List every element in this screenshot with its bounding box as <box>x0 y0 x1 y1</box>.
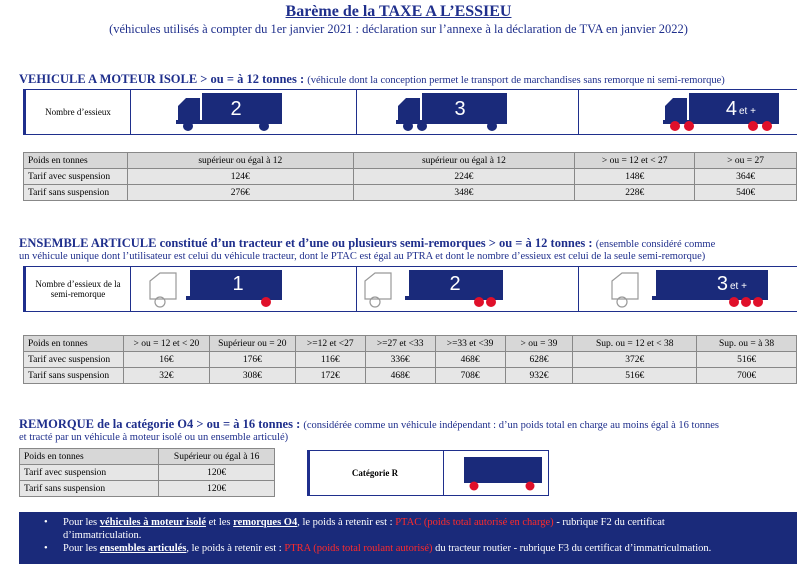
truck-2-axles-icon <box>174 92 284 132</box>
row-label: Tarif avec suspension <box>24 352 124 368</box>
table-cell: Supérieur ou égal à 16 <box>159 449 275 465</box>
axle-count-3: 3 <box>454 98 466 120</box>
truck-3-axles-icon <box>394 92 509 132</box>
semi-axle-count-3: 3 <box>716 273 728 295</box>
table-cell: > ou = 27 <box>695 153 797 169</box>
section1-note: (véhicule dont la conception permet le transport de marchandises sans remorque ni semi-remorque) <box>307 75 725 86</box>
section3-heading-text: REMORQUE de la catégorie O4 > ou = à 16 tonnes : <box>19 417 301 431</box>
table-cell: 276€ <box>127 185 353 201</box>
section2-heading <box>19 236 715 251</box>
section2-note: (ensemble considéré comme <box>595 239 716 250</box>
text: , le poids à retenir est : <box>297 517 396 528</box>
table-cell: 172€ <box>295 368 365 384</box>
table-cell: Sup. ou = 12 et < 38 <box>573 336 697 352</box>
row-label: Tarif sans suspension <box>20 481 159 497</box>
section2-axle-panel <box>23 266 797 312</box>
table-cell: 120€ <box>159 481 275 497</box>
section1-heading-text: VEHICULE A MOTEUR ISOLE > ou = à 12 tonnes : <box>19 72 305 86</box>
table-row <box>20 481 275 497</box>
text: , le poids à retenir est : <box>186 543 285 554</box>
divider <box>443 451 444 495</box>
table-cell: 308€ <box>209 368 295 384</box>
table-cell: 540€ <box>695 185 797 201</box>
category-r-panel <box>307 450 549 496</box>
table-cell: Sup. ou = à 38 <box>697 336 797 352</box>
section2-heading-text: ENSEMBLE ARTICULE constitué d’un tracteur et d’une ou plusieurs semi-remorques > ou = à 12 tonnes : <box>19 236 593 250</box>
table-row <box>24 368 797 384</box>
articulated-1-axle-icon <box>146 269 286 309</box>
highlight: PTRA (poids total roulant autorisé) <box>284 543 433 554</box>
articulated-3-axles-icon <box>608 269 773 309</box>
table-cell: 116€ <box>295 352 365 368</box>
row-label: Poids en tonnes <box>24 153 128 169</box>
table-cell: 120€ <box>159 465 275 481</box>
emphasis: remorques O4 <box>233 517 298 528</box>
section3-table <box>19 448 275 497</box>
highlight: PTAC (poids total autorisé en charge) <box>395 517 554 528</box>
section2-note-line2: un véhicule unique dont l’utilisateur est celui du véhicule tracteur, dont le PTAC est égal au PTRA et dont le nombre d’essieux est celui de la seule semi-remorque) <box>19 251 706 262</box>
table-cell: >=12 et <27 <box>295 336 365 352</box>
table-row <box>24 169 797 185</box>
divider <box>578 90 579 134</box>
axle-count-2: 2 <box>230 98 242 120</box>
divider <box>356 90 357 134</box>
section3-note: (considérée comme un véhicule indépendant : d’un poids total en charge au moins égal à 16 tonnes <box>303 420 719 431</box>
section3-note-line2: et tracté par un véhicule à moteur isolé ou un ensemble articulé) <box>19 432 289 443</box>
table-cell: 348€ <box>353 185 575 201</box>
table-cell: 336€ <box>365 352 435 368</box>
section3-heading <box>19 417 719 432</box>
table-cell: supérieur ou égal à 12 <box>127 153 353 169</box>
divider <box>578 267 579 311</box>
truck-4-axles-icon <box>661 92 781 132</box>
table-cell: > ou = 12 et < 20 <box>123 336 209 352</box>
footer-notes <box>19 512 797 564</box>
table-cell: > ou = 12 et < 27 <box>575 153 695 169</box>
row-label: Tarif avec suspension <box>24 169 128 185</box>
row-label: Tarif sans suspension <box>24 368 124 384</box>
row-label: Poids en tonnes <box>24 336 124 352</box>
page-title: Barème de la TAXE A L’ESSIEU <box>285 3 512 20</box>
table-cell: 224€ <box>353 169 575 185</box>
divider <box>356 267 357 311</box>
table-cell: Supérieur ou = 20 <box>209 336 295 352</box>
table-cell: 932€ <box>505 368 573 384</box>
table-row <box>24 185 797 201</box>
trailer-icon <box>460 455 544 493</box>
table-cell: > ou = 39 <box>505 336 573 352</box>
table-cell: 516€ <box>697 352 797 368</box>
footer-bullet-2 <box>19 542 797 555</box>
table-cell: >=27 et <33 <box>365 336 435 352</box>
table-row <box>24 153 797 169</box>
divider <box>130 267 131 311</box>
table-cell: 708€ <box>435 368 505 384</box>
table-row <box>24 352 797 368</box>
text: - rubrique F2 du certificat <box>553 517 665 528</box>
table-cell: 372€ <box>573 352 697 368</box>
articulated-2-axles-icon <box>361 269 506 309</box>
table-cell: 628€ <box>505 352 573 368</box>
axle-count-plus: et + <box>739 106 756 117</box>
section2-table <box>23 335 797 384</box>
table-cell: 124€ <box>127 169 353 185</box>
emphasis: ensembles articulés <box>99 543 187 554</box>
category-r-label: Catégorie R <box>351 468 399 478</box>
table-cell: supérieur ou égal à 12 <box>353 153 575 169</box>
table-cell: >=33 et <39 <box>435 336 505 352</box>
table-cell: 228€ <box>575 185 695 201</box>
section2-axle-label: Nombre d’essieux de la semi-remorque <box>35 279 121 299</box>
table-cell: 148€ <box>575 169 695 185</box>
section1-axle-panel <box>23 89 797 135</box>
table-row <box>20 465 275 481</box>
table-cell: 468€ <box>365 368 435 384</box>
footer-bullet-1 <box>19 516 797 529</box>
table-cell: 516€ <box>573 368 697 384</box>
section1-axle-label: Nombre d’essieux <box>45 107 111 117</box>
row-label: Tarif sans suspension <box>24 185 128 201</box>
semi-axle-count-2: 2 <box>449 273 461 295</box>
emphasis: véhicules à moteur isolé <box>99 517 207 528</box>
text: du tracteur routier - rubrique F3 du certificat d’immatriculmation. <box>432 543 712 554</box>
row-label: Tarif avec suspension <box>20 465 159 481</box>
divider <box>130 90 131 134</box>
table-cell: 16€ <box>123 352 209 368</box>
table-cell: 176€ <box>209 352 295 368</box>
text: Pour les <box>63 517 100 528</box>
semi-axle-count-plus: et + <box>730 281 747 292</box>
table-cell: 32€ <box>123 368 209 384</box>
page-subtitle: (véhicules utilisés à compter du 1er janvier 2021 : déclaration sur l’annexe à la déclaration de TVA en janvier 2022) <box>109 22 688 36</box>
text: Pour les <box>63 543 100 554</box>
table-cell: 468€ <box>435 352 505 368</box>
text: et les <box>206 517 234 528</box>
table-cell: 700€ <box>697 368 797 384</box>
axle-count-4: 4 <box>725 98 737 120</box>
section1-heading <box>19 72 725 87</box>
footer-bullet-1-cont: d’immatriculation. <box>63 530 142 541</box>
table-row <box>20 449 275 465</box>
table-row <box>24 336 797 352</box>
row-label: Poids en tonnes <box>20 449 159 465</box>
section1-table <box>23 152 797 201</box>
semi-axle-count-1: 1 <box>232 273 244 295</box>
table-cell: 364€ <box>695 169 797 185</box>
